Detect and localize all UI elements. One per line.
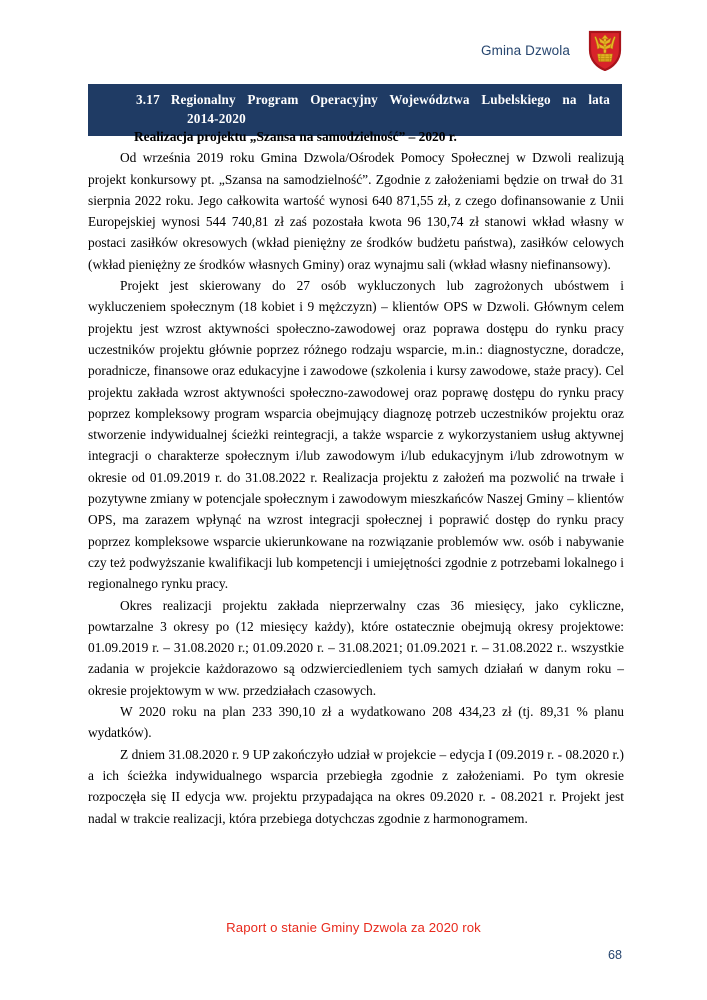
page-header — [0, 22, 707, 78]
paragraph-4: W 2020 roku na plan 233 390,10 zł a wydatkowano 208 434,23 zł (tj. 89,31 % planu wydatków). — [88, 704, 624, 741]
section-number: 3.17 — [136, 92, 160, 107]
paragraph-5: Z dniem 31.08.2020 r. 9 UP zakończyło udział w projekcie – edycja I (09.2019 r. - 08.2020 r.) a ich ścieżka indywidualnego wsparcia przebiegła zgodnie z założeniami. Po tym okresie rozpoczęła się II edycja ww. projektu przypadająca na okres 09.2020 r. - 08.2021 r. Projekt jest nadal w trakcie realizacji, która przebiega dotychczas zgodnie z harmonogramem. — [88, 746, 624, 826]
page-footer — [0, 920, 707, 982]
section-title-line-1: Regionalny Program Operacyjny Województwa Lubelskiego na lata — [170, 92, 610, 107]
document-body — [88, 126, 624, 829]
footer-report-title: Raport o stanie Gminy Dzwola za 2020 rok — [226, 920, 481, 935]
paragraph-1: Od września 2019 roku Gmina Dzwola/Ośrodek Pomocy Społecznej w Dzwoli realizują projekt konkursowy pt. „Szansa na samodzielność”. Zgodnie z założeniami będzie on trwał do 31 sierpnia 2022 roku. Jego całkowita wartość wynosi 640 871,55 zł, z czego dofinansowanie z Unii Europejskiej wynosi 544 740,81 zł zaś pozostała kwota 96 130,74 zł stanowi wkład własny w postaci zasiłków okresowych (wkład pieniężny ze środków budżetu państwa), zasiłków celowych (wkład pieniężny ze środków własnych Gminy) oraz wynajmu sali (wkład własny niefinansowy). — [88, 150, 624, 272]
page-number: 68 — [607, 948, 622, 962]
paragraph-2: Projekt jest skierowany do 27 osób wykluczonych lub zagrożonych ubóstwem i wykluczeniem społecznym (18 kobiet i 9 mężczyzn) – klientów OPS w Dzwoli. Głównym celem projektu jest wzrost aktywności społeczno-zawodowej oraz poprawa dostępu do rynku pracy uczestników projektu głównie poprzez różnego rodzaju wsparcie, m.in.: diagnostyczne, doradcze, poradnicze, finansowe oraz edukacyjne i zawodowe (szkolenia i kursy zawodowe, staże pracy). Cel projektu zakłada wzrost aktywności społeczno-zawodowej oraz poprawę dostępu do rynku pracy poprzez kompleksowy program wsparcia obejmujący diagnozę potrzeb uczestników projektu oraz stworzenie indywidualnej ścieżki reintegracji, a także wsparcie z wykorzystaniem usług aktywnej integracji o charakterze społecznym i/lub zawodowym i/lub edukacyjnym i/lub zdrowotnym w okresie od 01.09.2019 r. do 31.08.2022 r. Realizacja projektu z założeń ma pozwolić na trwałe i pozytywne zmiany w potencjale społecznym i zawodowym mieszkańców Naszej Gminy – klientów OPS, ma zarazem wpłynąć na wzrost integracji społecznej i poprawić dostęp do rynku pracy poprzez kompleksowe wsparcie ukierunkowane na rozwiązanie problemów ww. osób i nabywanie czy też podwyższanie kwalifikacji lub kompetencji i umiejętności zgodnie z potrzebami lokalnego i regionalnego rynku pracy. — [88, 278, 624, 592]
paragraph-3: Okres realizacji projektu zakłada nieprzerwalny czas 36 miesięcy, jako cykliczne, powtarzalne 3 okresy po (12 miesięcy każdy), które ostatecznie obejmują okresy projektowe: 01.09.2019 r. – 31.08.2020 r.; 01.09.2020 r. – 31.08.2021; 01.09.2021 r. – 31.08.2022 r.. wszystkie zadania w projekcie każdorazowo są odzwierciedleniem tych samych działań w danym roku – okresie projektowym w ww. przedziałach czasowych. — [88, 597, 624, 698]
coat-of-arms-icon — [588, 30, 622, 71]
organization-name: Gmina Dzwola — [481, 42, 570, 58]
section-title-line-2: 2014-2020 — [187, 111, 246, 126]
project-lead-heading: Realizacja projektu „Szansa na samodzielność” – 2020 r. — [134, 129, 457, 144]
